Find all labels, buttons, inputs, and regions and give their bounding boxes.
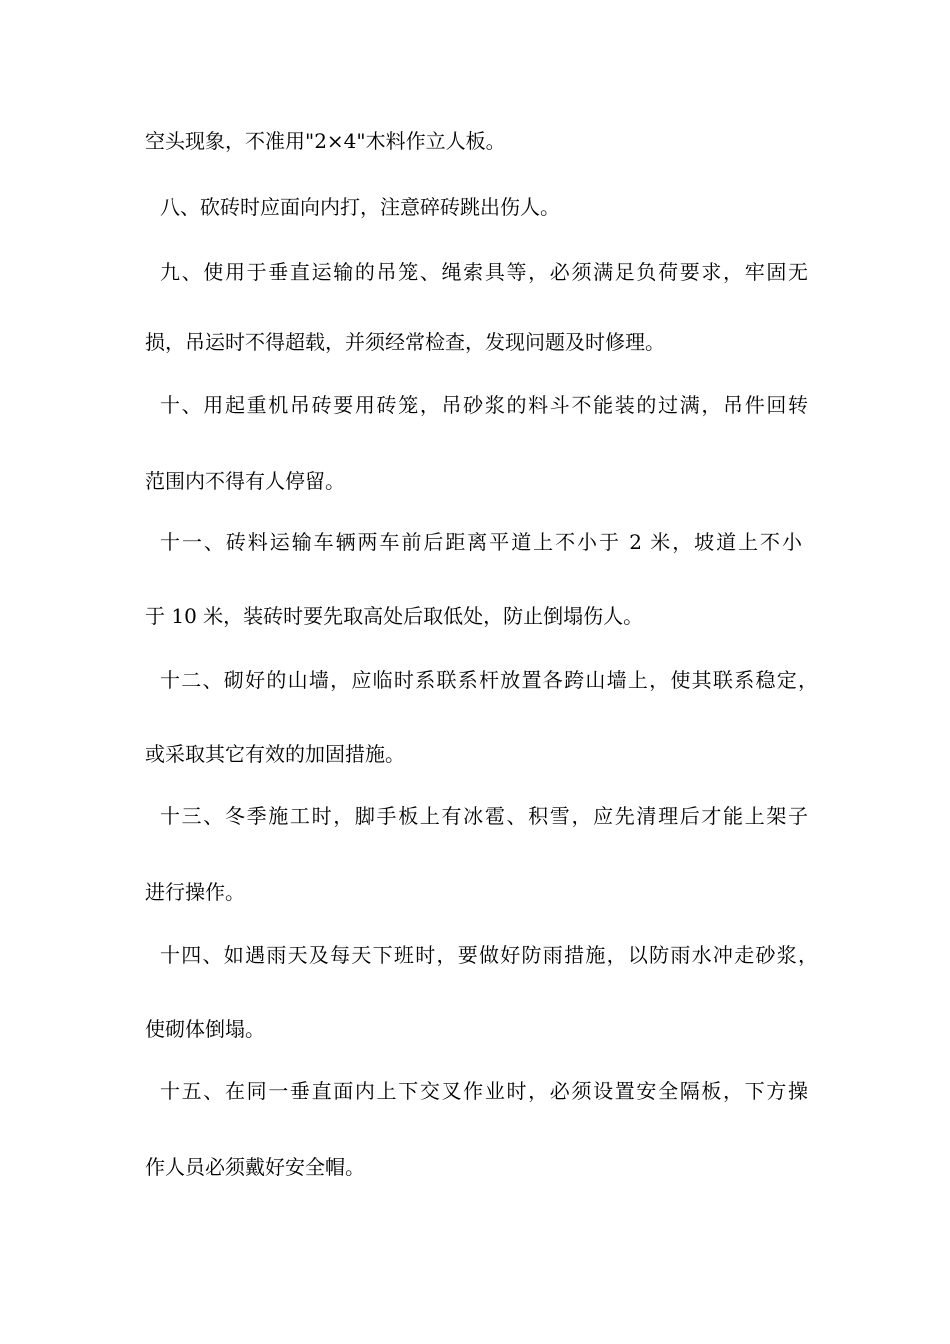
text-line: 范围内不得有人停留。 bbox=[145, 469, 345, 493]
text-line: 十、用起重机吊砖要用砖笼，吊砂浆的料斗不能装的过满，吊件回转 bbox=[160, 393, 808, 417]
text-line: 于 10 米，装砖时要先取高处后取低处，防止倒塌伤人。 bbox=[145, 604, 644, 628]
text-line: 八、砍砖时应面向内打，注意碎砖跳出伤人。 bbox=[160, 195, 560, 219]
text-line: 十一、砖料运输车辆两车前后距离平道上不小于 2 米，坡道上不小 bbox=[160, 530, 802, 554]
text-line: 作人员必须戴好安全帽。 bbox=[145, 1155, 365, 1179]
text-line: 空头现象，不准用"2×4"木料作立人板。 bbox=[145, 129, 506, 153]
text-line: 十四、如遇雨天及每天下班时，要做好防雨措施，以防雨水冲走砂浆， bbox=[160, 943, 818, 967]
text-line: 或采取其它有效的加固措施。 bbox=[145, 742, 405, 766]
text-line: 进行操作。 bbox=[145, 880, 245, 904]
text-line: 十二、砌好的山墙，应临时系联系杆放置各跨山墙上，使其联系稳定， bbox=[160, 668, 818, 692]
text-line: 十三、冬季施工时，脚手板上有冰雹、积雪，应先清理后才能上架子 bbox=[160, 804, 808, 828]
text-line: 九、使用于垂直运输的吊笼、绳索具等，必须满足负荷要求，牢固无 bbox=[160, 260, 808, 284]
text-line: 十五、在同一垂直面内上下交叉作业时，必须设置安全隔板，下方操 bbox=[160, 1079, 808, 1103]
text-line: 损，吊运时不得超载，并须经常检查，发现问题及时修理。 bbox=[145, 330, 665, 354]
text-line: 使砌体倒塌。 bbox=[145, 1017, 265, 1041]
